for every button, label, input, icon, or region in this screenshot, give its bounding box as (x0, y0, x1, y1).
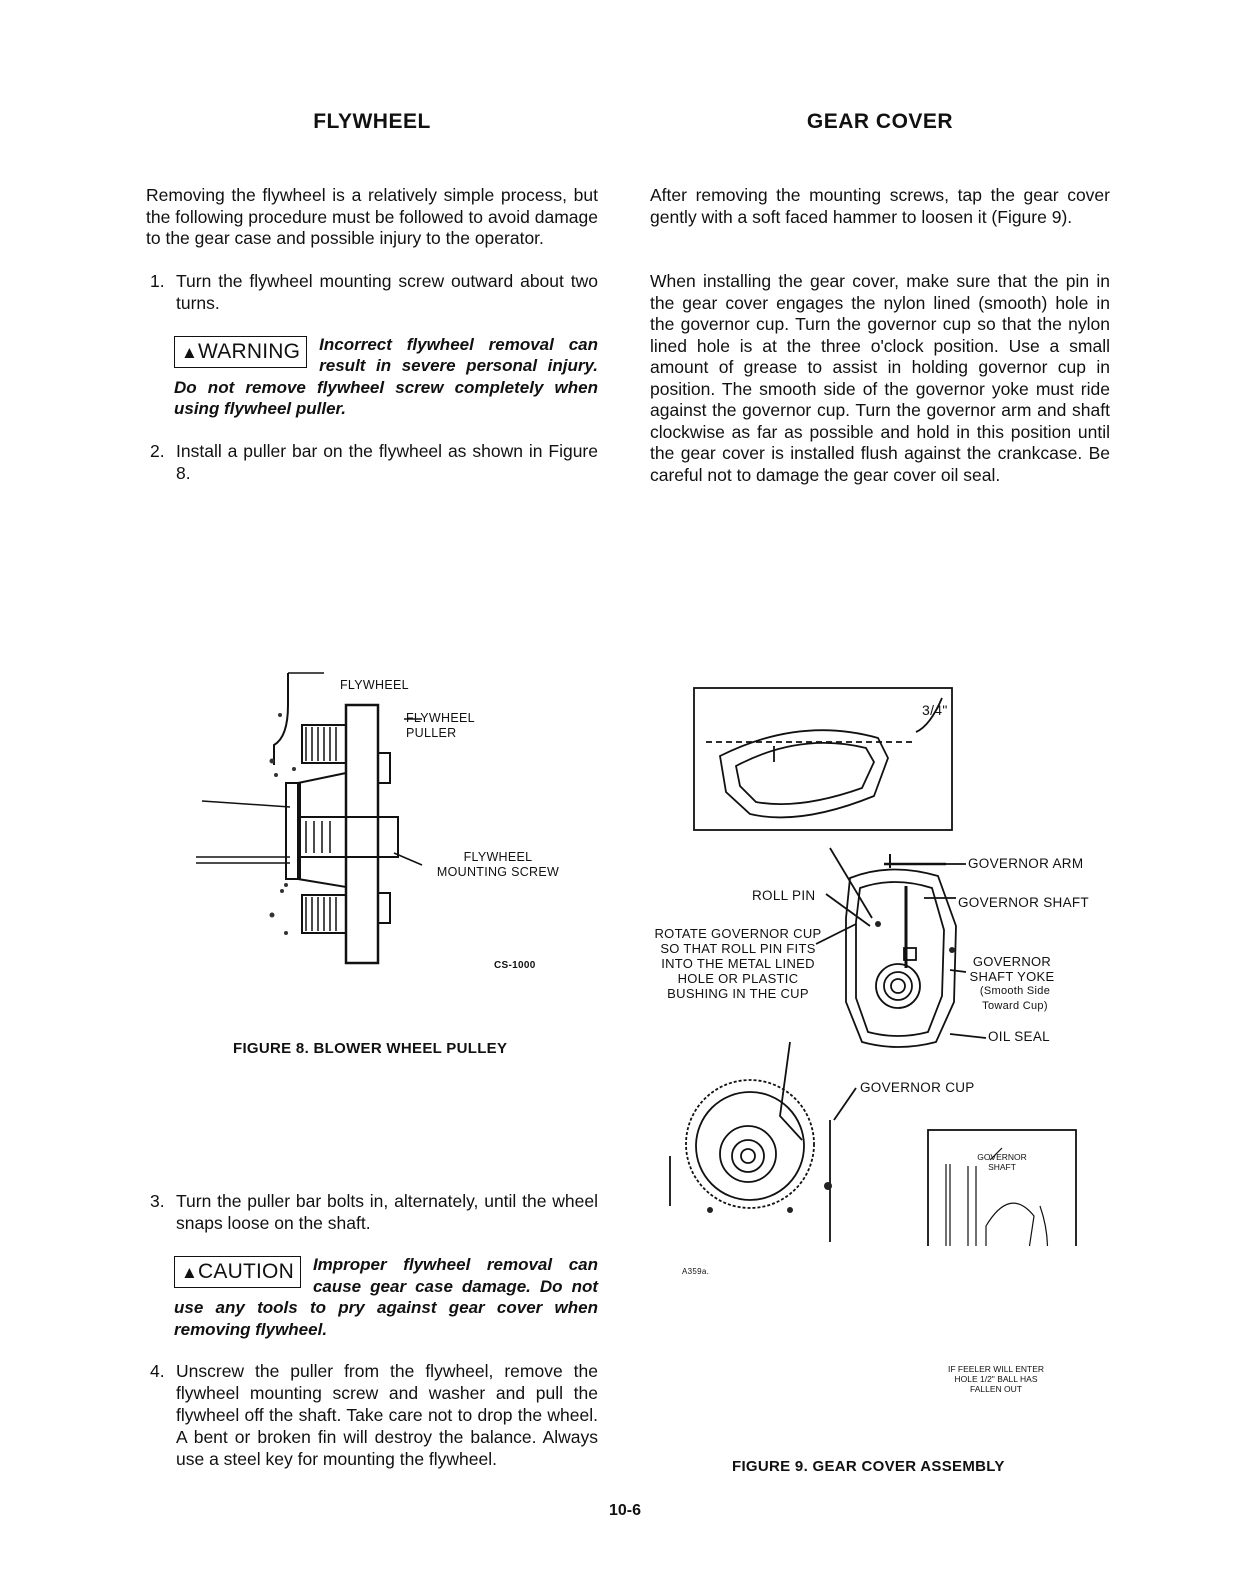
warning-notice (174, 334, 598, 420)
fig9-inset-shaft-label: GOVERNOR SHAFT (977, 1152, 1027, 1172)
step-3-number: 3. (150, 1191, 165, 1211)
fig8-label-screw: FLYWHEEL MOUNTING SCREW (436, 850, 560, 879)
fig9-code: A359a. (682, 1267, 710, 1276)
flywheel-steps-continued (146, 1190, 598, 1470)
step-4 (146, 1360, 598, 1470)
gear-cover-section (650, 110, 1110, 486)
step-1-text: Turn the flywheel mounting screw outward about two turns. (176, 270, 598, 313)
step-3-text: Turn the puller bar bolts in, alternately, until the wheel snaps loose on the shaft. (176, 1191, 598, 1233)
fig9-label-governor-shaft: GOVERNOR SHAFT (958, 895, 1089, 910)
fig9-rotate-note: ROTATE GOVERNOR CUP SO THAT ROLL PIN FITS INTO THE METAL LINED HOLE OR PLASTIC BUSHING IN THE CUP (654, 926, 822, 1001)
fig8-code: CS-1000 (494, 960, 536, 971)
caution-notice (174, 1254, 598, 1340)
flywheel-intro: Removing the flywheel is a relatively simple process, but the following procedure must be followed to avoid damage to the gear case and possible injury to the operator. (146, 185, 598, 248)
figure-9-caption: FIGURE 9. GEAR COVER ASSEMBLY (732, 1458, 1005, 1475)
gear-cover-heading: GEAR COVER (806, 110, 954, 133)
fig9-yoke-note: (Smooth Side Toward Cup) (979, 985, 1051, 1012)
caution-triangle-icon: ▲ (181, 1263, 199, 1282)
warning-triangle-icon: ▲ (181, 342, 199, 362)
fig9-label-yoke: GOVERNOR SHAFT YOKE (969, 954, 1055, 984)
step-1 (146, 270, 598, 314)
step-4-text: Unscrew the puller from the flywheel, remove the flywheel mounting screw and washer and pull the flywheel off the shaft. Take care not to drop the wheel. A bent or broken fin will destroy the balance. Always use a steel key for mounting the flywheel. (176, 1361, 598, 1469)
gear-cover-para-2: When installing the gear cover, make sure that the pin in the gear cover engages the nylon lined (smooth) hole in the governor cup. Turn the governor cup so that the nylon lined hole is at the three o'clock position. Use a small amount of grease to assist in holding governor cup in position. The smooth side of the governor yoke must ride against the governor cup. Turn the governor arm and shaft clockwise as far as possible and hold in this position until the gear cover is installed flush against the crankcase. Be careful not to damage the gear cover oil seal. (650, 271, 1110, 485)
warning-text: Incorrect flywheel removal can result in severe personal injury. Do not remove flywheel screw completely when using flywheel puller. (174, 334, 598, 418)
step-2-number: 2. (150, 440, 165, 461)
caution-label: CAUTION (198, 1260, 294, 1283)
fig9-label-governor-cup: GOVERNOR CUP (860, 1080, 975, 1095)
step-3 (146, 1190, 598, 1234)
figure-8-drawing (190, 665, 430, 975)
warning-label: WARNING (198, 339, 301, 363)
step-1-number: 1. (150, 270, 165, 291)
fig8-label-puller: FLYWHEEL PULLER (406, 711, 475, 740)
fig8-label-flywheel: FLYWHEEL (340, 678, 409, 692)
page-number: 10-6 (608, 1502, 642, 1519)
warning-badge (174, 336, 307, 368)
fig9-inset-note: IF FEELER WILL ENTER HOLE 1/2" BALL HAS FALLEN OUT (947, 1364, 1045, 1394)
step-2-text: Install a puller bar on the flywheel as shown in Figure 8. (176, 440, 598, 483)
fig9-label-roll-pin: ROLL PIN (752, 888, 816, 903)
caution-badge (174, 1256, 301, 1288)
fig9-label-oil-seal: OIL SEAL (988, 1029, 1050, 1044)
flywheel-heading: FLYWHEEL (313, 110, 431, 133)
step-4-number: 4. (150, 1361, 165, 1381)
caution-text: Improper flywheel removal can cause gear case damage. Do not use any tools to pry against gear cover when removing flywheel. (174, 1255, 598, 1339)
fig9-label-governor-arm: GOVERNOR ARM (968, 856, 1084, 871)
gear-cover-para-1: After removing the mounting screws, tap the gear cover gently with a soft faced hammer to loosen it (Figure 9). (650, 185, 1110, 227)
step-2 (146, 440, 598, 484)
fig9-dimension: 3/4" (922, 702, 948, 718)
figure-8-caption: FIGURE 8. BLOWER WHEEL PULLEY (233, 1040, 508, 1057)
flywheel-section (146, 110, 598, 484)
